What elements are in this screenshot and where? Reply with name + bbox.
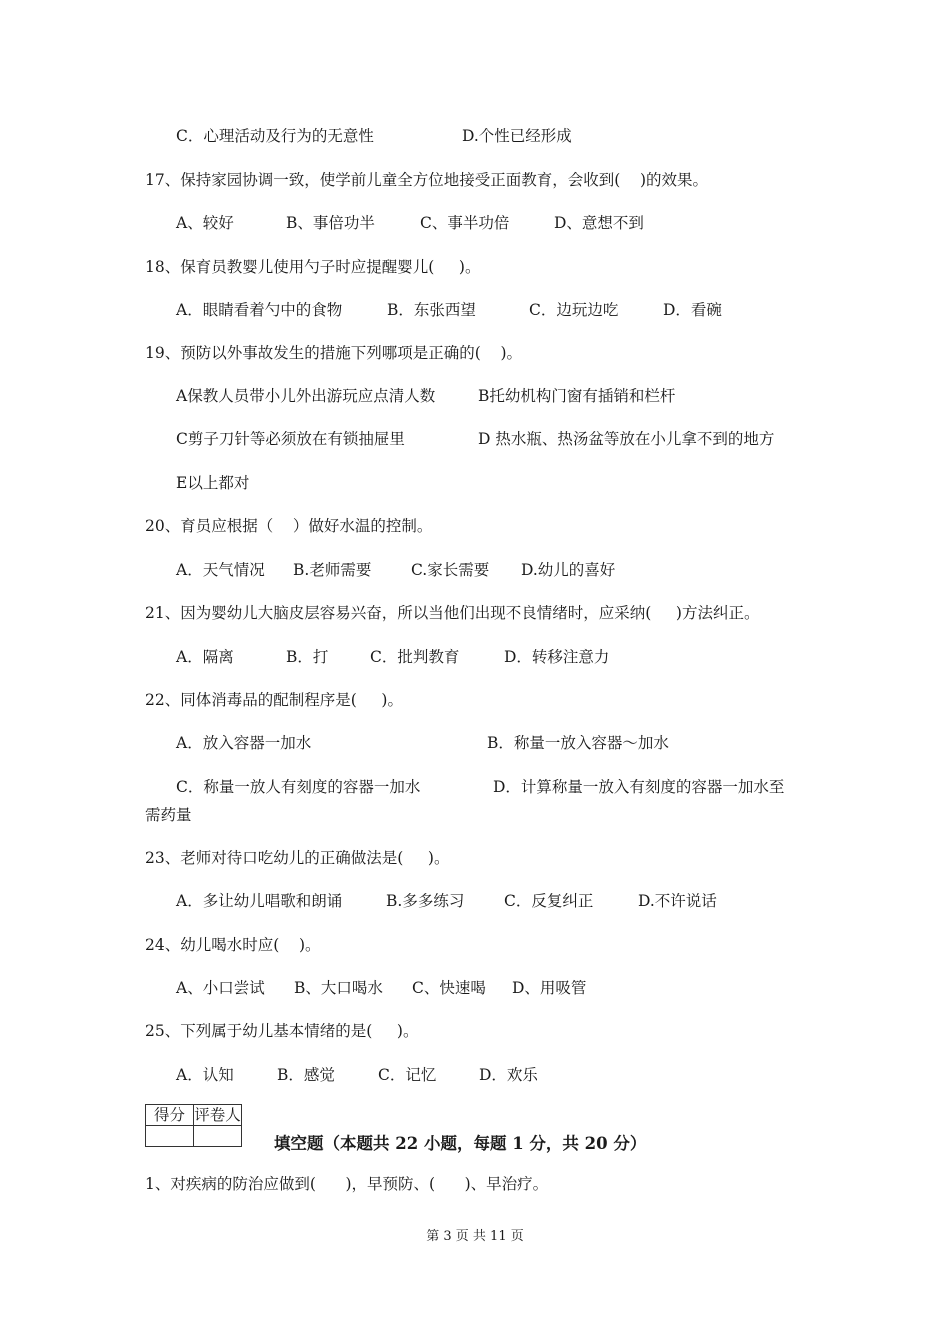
score-label: 得分: [146, 1105, 194, 1126]
q22-option-c: C．称量一放人有刻度的容器一加水: [176, 778, 421, 796]
q22-stem: 22、同体消毒品的配制程序是( )。: [145, 691, 403, 709]
q23-option-a: A．多让幼儿唱歌和朗诵: [176, 892, 343, 910]
q16-option-d: D.个性已经形成: [462, 127, 572, 145]
q21-stem: 21、因为婴幼儿大脑皮层容易兴奋，所以当他们出现不良情绪时，应采纳( )方法纠正。: [145, 604, 760, 622]
q25-option-c: C．记忆: [378, 1066, 437, 1084]
q22-option-d-continued: 需药量: [145, 806, 192, 824]
q18-option-a: A．眼睛看着勺中的食物: [176, 301, 343, 319]
q21-option-d: D．转移注意力: [504, 648, 610, 666]
q24-option-a: A、小口尝试: [176, 979, 265, 997]
q20-stem: 20、育员应根据（ ）做好水温的控制。: [145, 517, 433, 535]
fill-q1-stem: 1、对疾病的防治应做到( )，早预防、( )、早治疗。: [145, 1175, 549, 1193]
q19-stem: 19、预防以外事故发生的措施下列哪项是正确的( )。: [145, 344, 523, 362]
q24-stem: 24、幼儿喝水时应( )。: [145, 936, 321, 954]
q23-option-d: D.不许说话: [638, 892, 717, 910]
q19-option-c: C剪子刀针等必须放在有锁抽屉里: [176, 430, 405, 448]
q18-option-b: B．东张西望: [387, 301, 476, 319]
q17-option-c: C、事半功倍: [420, 214, 510, 232]
q17-option-b: B、事倍功半: [286, 214, 375, 232]
q19-option-d: D 热水瓶、热汤盆等放在小儿拿不到的地方: [478, 430, 775, 448]
q20-option-c: C.家长需要: [411, 561, 490, 579]
q22-option-a: A．放入容器一加水: [176, 734, 312, 752]
q17-option-a: A、较好: [176, 214, 234, 232]
q24-option-b: B、大口喝水: [294, 979, 383, 997]
q23-option-c: C．反复纠正: [504, 892, 594, 910]
q22-option-d: D．计算称量一放入有刻度的容器一加水至: [493, 778, 785, 796]
q19-option-a: A保教人员带小儿外出游玩应点清人数: [176, 387, 436, 405]
q23-option-b: B.多多练习: [386, 892, 465, 910]
q20-option-b: B.老师需要: [293, 561, 372, 579]
q25-option-d: D．欢乐: [479, 1066, 538, 1084]
q20-option-a: A．天气情况: [176, 561, 265, 579]
q23-stem: 23、老师对待口吃幼儿的正确做法是( )。: [145, 849, 450, 867]
q21-option-a: A．隔离: [176, 648, 234, 666]
q17-stem: 17、保持家园协调一致，使学前儿童全方位地接受正面教育，会收到( )的效果。: [145, 171, 709, 189]
q25-option-b: B．感觉: [277, 1066, 335, 1084]
q22-option-b: B．称量一放入容器～加水: [487, 734, 669, 752]
grader-label: 评卷人: [194, 1106, 241, 1124]
section-title: 填空题（本题共 22 小题，每题 1 分，共 20 分）: [274, 1134, 647, 1153]
q18-option-d: D．看碗: [663, 301, 722, 319]
q16-option-c: C．心理活动及行为的无意性: [176, 127, 374, 145]
q18-option-c: C．边玩边吃: [529, 301, 619, 319]
q24-option-c: C、快速喝: [412, 979, 486, 997]
q25-option-a: A．认知: [176, 1066, 234, 1084]
score-cell: [146, 1126, 194, 1147]
q25-stem: 25、下列属于幼儿基本情绪的是( )。: [145, 1022, 419, 1040]
q19-option-e: E以上都对: [176, 474, 250, 492]
page-footer: 第 3 页 共 11 页: [426, 1229, 524, 1244]
score-box: [145, 1104, 242, 1147]
q20-option-d: D.幼儿的喜好: [521, 561, 616, 579]
q21-option-b: B．打: [286, 648, 329, 666]
q24-option-d: D、用吸管: [512, 979, 587, 997]
grader-cell: [194, 1126, 242, 1147]
q19-option-b: B托幼机构门窗有插销和栏杆: [478, 387, 676, 405]
q18-stem: 18、保育员教婴儿使用勺子时应提醒婴儿( )。: [145, 258, 481, 276]
q17-option-d: D、意想不到: [554, 214, 644, 232]
q21-option-c: C．批判教育: [370, 648, 460, 666]
